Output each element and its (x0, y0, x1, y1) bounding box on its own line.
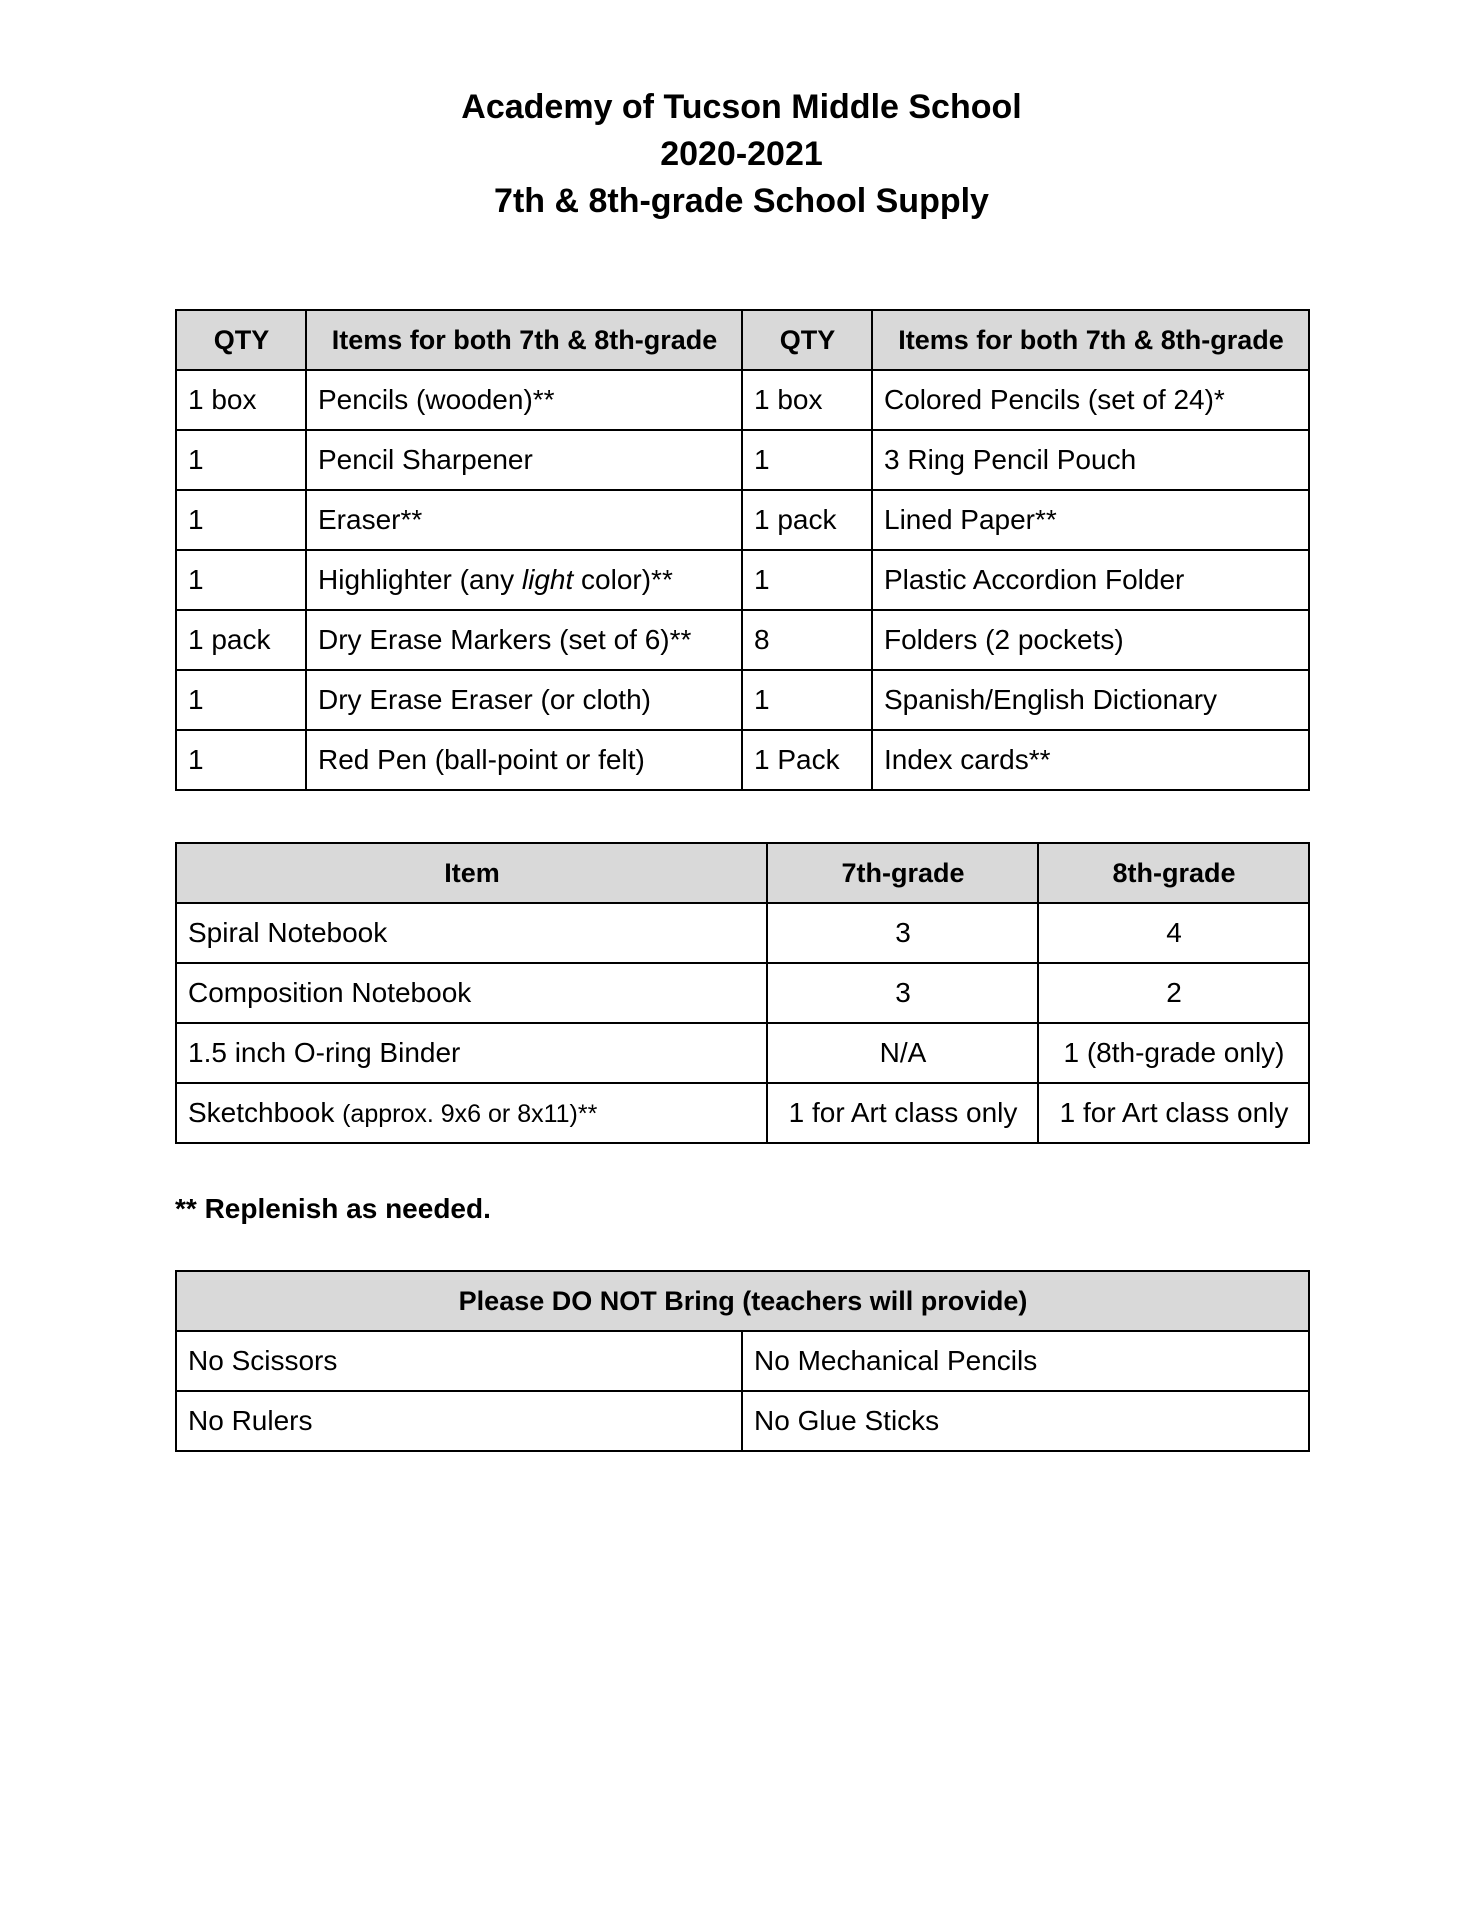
table-row (176, 963, 1309, 1023)
item-cell: Lined Paper** (872, 490, 1309, 550)
table-row (176, 1023, 1309, 1083)
item-cell (176, 1083, 767, 1143)
document-title (0, 84, 1483, 225)
grade7-cell: 3 (767, 963, 1038, 1023)
grade8-cell: 2 (1038, 963, 1309, 1023)
table-row (176, 903, 1309, 963)
item-cell: Folders (2 pockets) (872, 610, 1309, 670)
item-text: color)** (573, 564, 673, 595)
column-header: Items for both 7th & 8th-grade (872, 310, 1309, 370)
item-cell: Pencil Sharpener (306, 430, 742, 490)
qty-cell: 1 (742, 430, 872, 490)
item-cell: 3 Ring Pencil Pouch (872, 430, 1309, 490)
table-row (176, 550, 1309, 610)
table-header-row (176, 1271, 1309, 1331)
column-header: Items for both 7th & 8th-grade (306, 310, 742, 370)
grade7-cell: N/A (767, 1023, 1038, 1083)
qty-cell: 1 (176, 550, 306, 610)
table-row (176, 670, 1309, 730)
qty-cell: 1 Pack (742, 730, 872, 790)
grade8-cell: 1 (8th-grade only) (1038, 1023, 1309, 1083)
column-header: 8th-grade (1038, 843, 1309, 903)
grade-table (175, 842, 1310, 1144)
replenish-note: ** Replenish as needed. (175, 1193, 491, 1224)
item-cell: Pencils (wooden)** (306, 370, 742, 430)
grade7-cell: 3 (767, 903, 1038, 963)
qty-cell: 1 (176, 430, 306, 490)
table-row (176, 430, 1309, 490)
table-header-row (176, 310, 1309, 370)
grade7-cell: 1 for Art class only (767, 1083, 1038, 1143)
grade8-cell: 1 for Art class only (1038, 1083, 1309, 1143)
item-text: Sketchbook (188, 1097, 343, 1128)
table-row (176, 370, 1309, 430)
item-cell: Eraser** (306, 490, 742, 550)
item-emphasis: light (521, 564, 574, 595)
qty-cell: 1 box (176, 370, 306, 430)
table-row (176, 730, 1309, 790)
dont-bring-table (175, 1270, 1310, 1452)
item-cell (306, 550, 742, 610)
excluded-item-cell: No Mechanical Pencils (742, 1331, 1309, 1391)
item-cell: Plastic Accordion Folder (872, 550, 1309, 610)
school-name: Academy of Tucson Middle School (461, 88, 1022, 126)
qty-cell: 1 (742, 550, 872, 610)
item-cell: Dry Erase Markers (set of 6)** (306, 610, 742, 670)
qty-cell: 1 pack (742, 490, 872, 550)
qty-cell: 1 pack (176, 610, 306, 670)
table-row (176, 1331, 1309, 1391)
school-year: 2020-2021 (660, 135, 823, 173)
table-row (176, 1083, 1309, 1143)
item-text: Highlighter (any (318, 564, 522, 595)
qty-cell: 1 (742, 670, 872, 730)
column-header: 7th-grade (767, 843, 1038, 903)
item-cell: Colored Pencils (set of 24)* (872, 370, 1309, 430)
item-cell: Index cards** (872, 730, 1309, 790)
item-size-note: (approx. 9x6 or 8x11)** (342, 1100, 598, 1128)
item-cell: Dry Erase Eraser (or cloth) (306, 670, 742, 730)
item-cell: Spiral Notebook (176, 903, 767, 963)
qty-cell: 1 box (742, 370, 872, 430)
supply-table (175, 309, 1310, 791)
qty-cell: 1 (176, 490, 306, 550)
item-cell: Red Pen (ball-point or felt) (306, 730, 742, 790)
table-row (176, 1391, 1309, 1451)
grade8-cell: 4 (1038, 903, 1309, 963)
qty-cell: 1 (176, 730, 306, 790)
item-cell: Composition Notebook (176, 963, 767, 1023)
column-header: QTY (742, 310, 872, 370)
column-header: Item (176, 843, 767, 903)
excluded-item-cell: No Rulers (176, 1391, 742, 1451)
item-cell: 1.5 inch O-ring Binder (176, 1023, 767, 1083)
table-row (176, 610, 1309, 670)
excluded-item-cell: No Glue Sticks (742, 1391, 1309, 1451)
qty-cell: 1 (176, 670, 306, 730)
qty-cell: 8 (742, 610, 872, 670)
item-cell: Spanish/English Dictionary (872, 670, 1309, 730)
column-header: QTY (176, 310, 306, 370)
table-row (176, 490, 1309, 550)
list-subtitle: 7th & 8th-grade School Supply (494, 182, 989, 220)
table-header-row (176, 843, 1309, 903)
dont-bring-header: Please DO NOT Bring (teachers will provide) (176, 1271, 1309, 1331)
excluded-item-cell: No Scissors (176, 1331, 742, 1391)
